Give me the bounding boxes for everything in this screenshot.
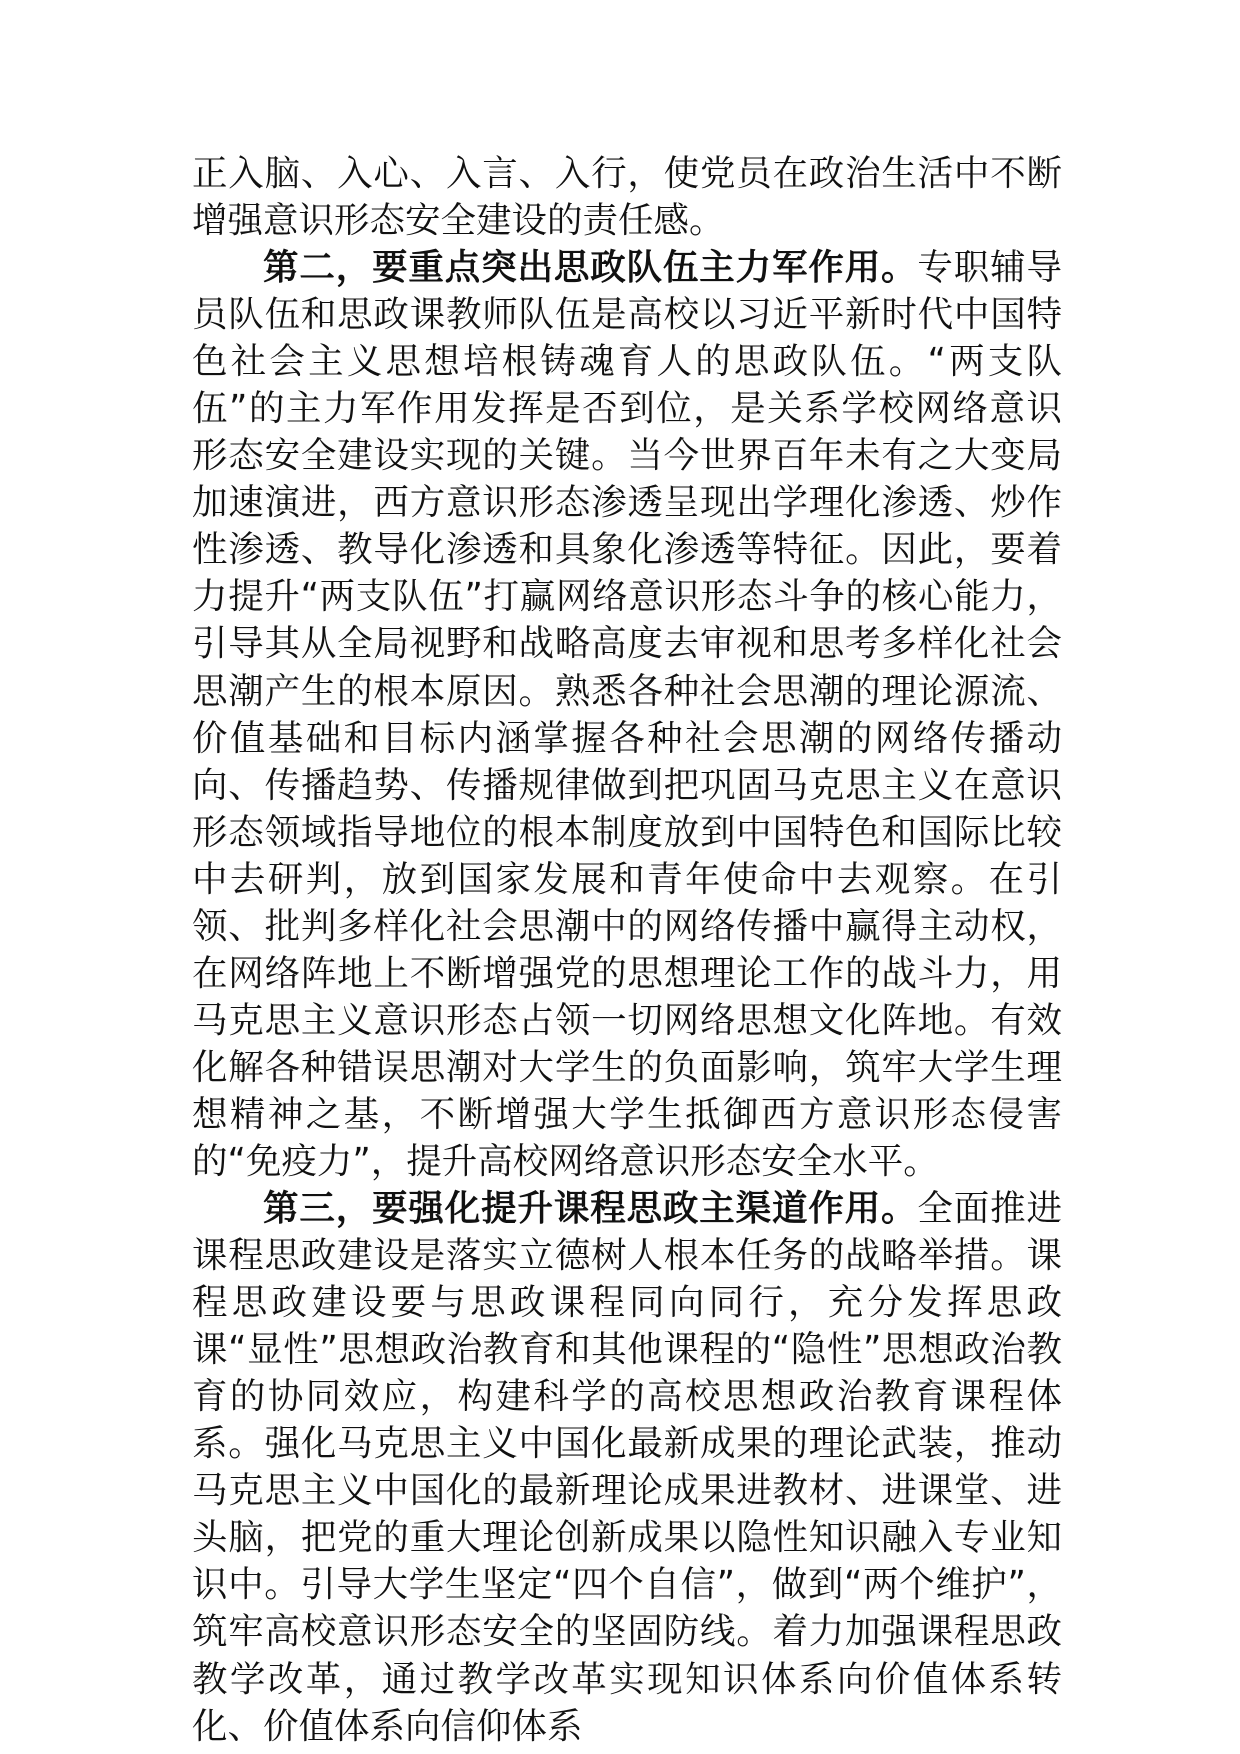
paragraph-third-point <box>192 1185 1062 1750</box>
paragraph-second-point <box>192 244 1062 1185</box>
paragraph-body: 全面推进课程思政建设是落实立德树人根本任务的战略举措。课程思政建设要与思政课程同向同行，充分发挥思政课“显性”思想政治教育和其他课程的“隐性”思想政治教育的协同效应，构建科学的高校思想政治教育课程体系。强化马克思主义中国化最新成果的理论武装，推动马克思主义中国化的最新理论成果进教材、进课堂、进头脑，把党的重大理论创新成果以隐性知识融入专业知识中。引导大学生坚定“四个自信”，做到“两个维护”，筑牢高校意识形态安全的坚固防线。着力加强课程思政教学改革，通过教学改革实现知识体系向价值体系转化、价值体系向信仰体系 <box>192 1188 1062 1747</box>
document-page <box>192 150 1062 1750</box>
paragraph-body: 正入脑、入心、入言、入行，使党员在政治生活中不断增强意识形态安全建设的责任感。 <box>192 153 1062 242</box>
paragraph-heading: 第二，要重点突出思政队伍主力军作用。 <box>263 247 918 289</box>
paragraph-body: 专职辅导员队伍和思政课教师队伍是高校以习近平新时代中国特色社会主义思想培根铸魂育人的思政队伍。“两支队伍”的主力军作用发挥是否到位，是关系学校网络意识形态安全建设实现的关键。当今世界百年未有之大变局加速演进，西方意识形态渗透呈现出学理化渗透、炒作性渗透、教导化渗透和具象化渗透等特征。因此，要着力提升“两支队伍”打赢网络意识形态斗争的核心能力，引导其从全局视野和战略高度去审视和思考多样化社会思潮产生的根本原因。熟悉各种社会思潮的理论源流、价值基础和目标内涵掌握各种社会思潮的网络传播动向、传播趋势、传播规律做到把巩固马克思主义在意识形态领域指导地位的根本制度放到中国特色和国际比较中去研判，放到国家发展和青年使命中去观察。在引领、批判多样化社会思潮中的网络传播中赢得主动权，在网络阵地上不断增强党的思想理论工作的战斗力，用马克思主义意识形态占领一切网络思想文化阵地。有效化解各种错误思潮对大学生的负面影响，筑牢大学生理想精神之基，不断增强大学生抵御西方意识形态侵害的“免疫力”，提升高校网络意识形态安全水平。 <box>192 247 1062 1182</box>
paragraph-heading: 第三，要强化提升课程思政主渠道作用。 <box>263 1188 918 1230</box>
paragraph-continuation <box>192 150 1062 244</box>
